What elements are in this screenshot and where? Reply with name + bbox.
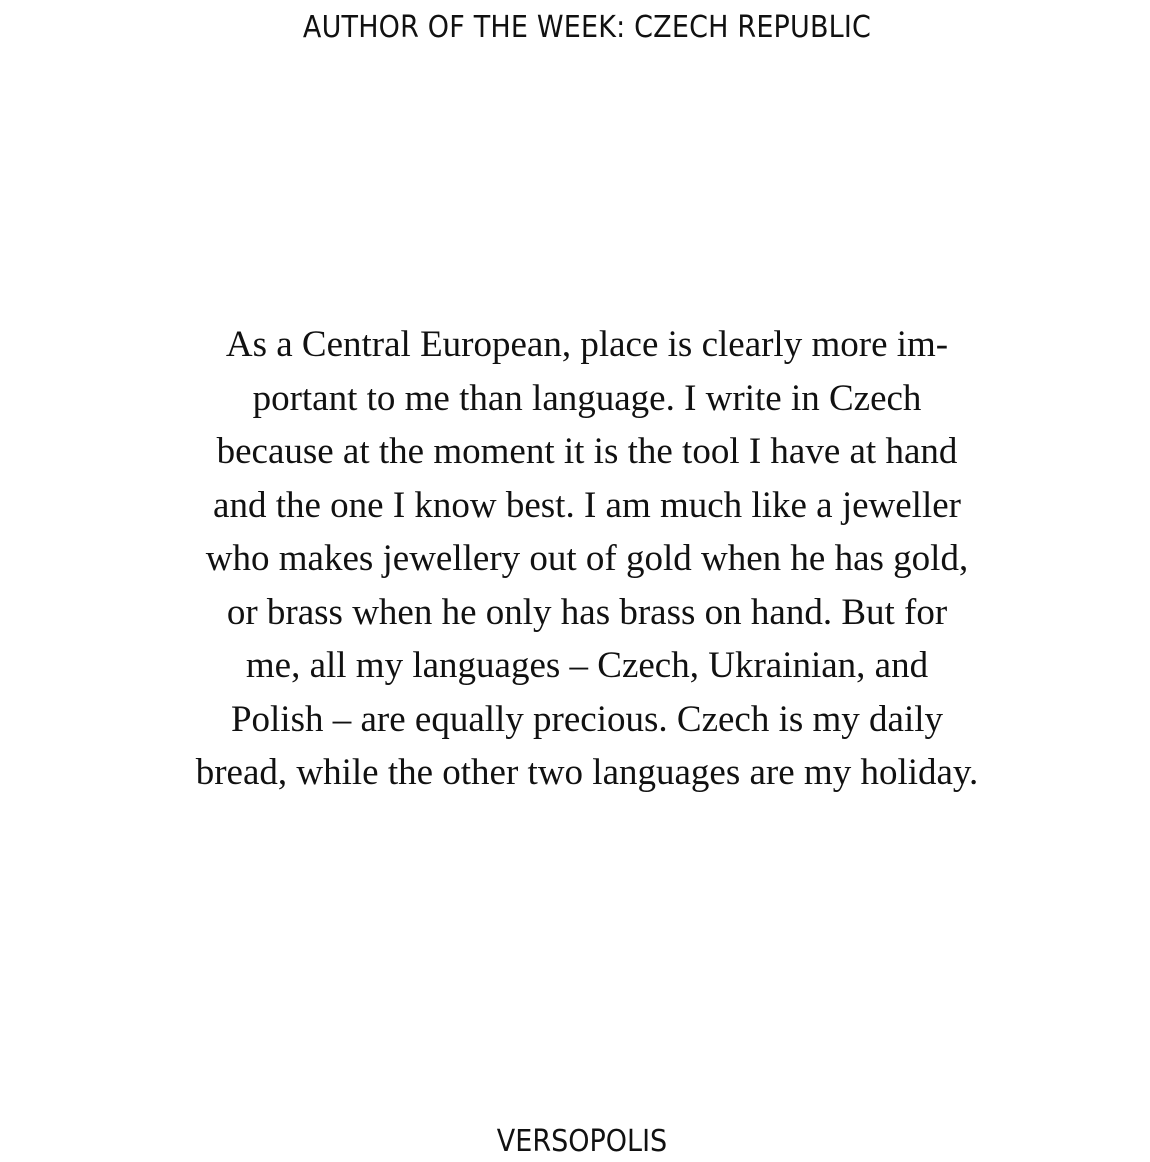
quote-line: me, all my languages – Czech, Ukrainian, and — [245, 645, 929, 686]
quote-line: and the one I know best. I am much like a jeweller — [213, 484, 961, 526]
quote-line: Polish – are equally precious. Czech is my daily — [230, 698, 944, 740]
quote-line: portant to me than language. I write in Czech — [252, 377, 922, 419]
quote-line: bread, while the other two languages are my holiday. — [195, 752, 979, 793]
quote-text — [0, 318, 1150, 800]
page-title: AUTHOR OF THE WEEK: CZECH REPUBLIC — [302, 10, 872, 45]
quote-line: As a Central European, place is clearly more im- — [225, 324, 949, 365]
quote-line: because at the moment it is the tool I have at hand — [216, 431, 958, 472]
quote-line: or brass when he only has brass on hand. But for — [226, 591, 948, 633]
quote-line: who makes jewellery out of gold when he has gold, — [205, 538, 969, 579]
brand-footer: VERSOPOLIS — [496, 1124, 668, 1159]
